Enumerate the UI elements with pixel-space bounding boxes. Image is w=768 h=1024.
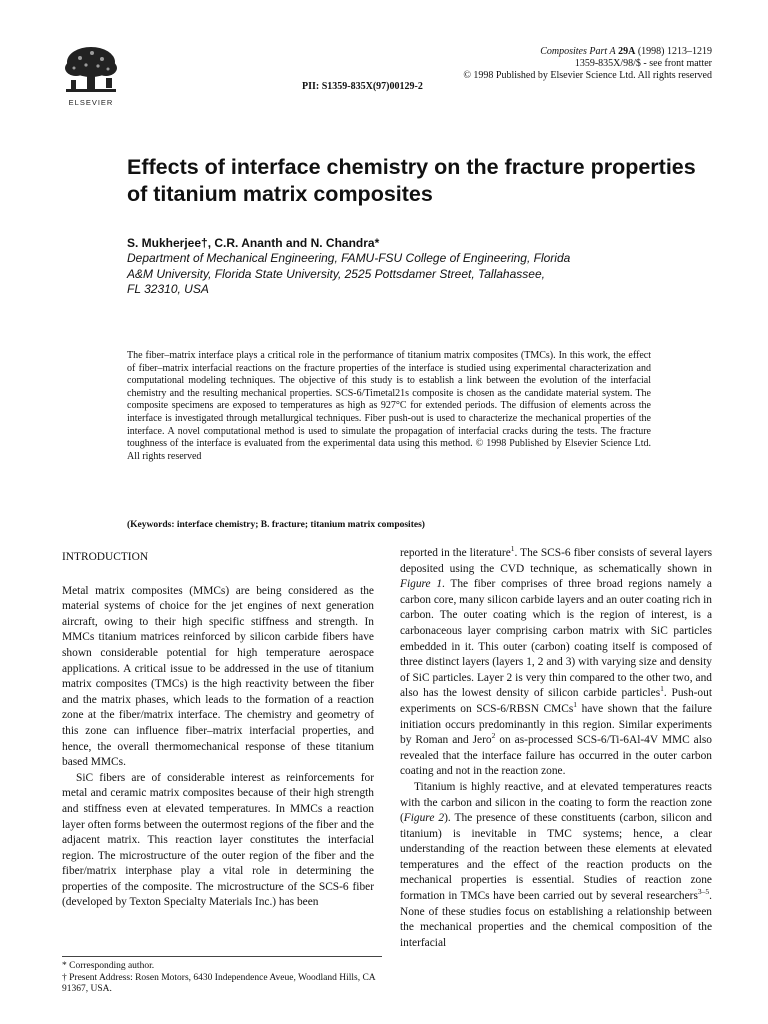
text-run: Titanium is highly reactive, and at elevated temperatures reacts with the carbon and silicon in the coating to form the reaction zone ( xyxy=(400,780,712,825)
citation-ref[interactable]: 3–5 xyxy=(697,887,710,897)
paper-title: Effects of interface chemistry on the fracture properties of titanium matrix composites xyxy=(127,155,696,206)
journal-issn: 1359-835X/98/$ - see front matter xyxy=(574,58,712,69)
text-run: . None of these studies focus on establishing a relationship between the mechanical properties and the chemical composition of the interfacial xyxy=(400,890,712,949)
paper-authors: S. Mukherjee†, C.R. Ananth and N. Chandra* xyxy=(127,236,380,250)
text-run: . The fiber comprises of three broad regions namely a carbon core, many silicon carbide layers and an outer coating rich in carbon. The outer coating which is the region of interest, is a carbonaceous layer comprising carbon matrix with SiC particles embedded in it. This outer (carbon) coating itself is composed of three distinct layers (layers 1, 2 and 3) with varying size and density of SiC particles. Layer 2 is very thin compared to the other two, and also has the lowest density of silicon carbide particles xyxy=(400,578,712,700)
journal-volume: 29A xyxy=(618,46,636,57)
body-paragraph: Metal matrix composites (MMCs) are being considered as the material systems of choice for the jet engines of next generation aircraft, owing to their high specific stiffness and strength. In MMCs titanium matrices reinforced by silicon carbide fibers have shown considerable potential for high temperature aerospace applications. A critical issue to be addressed in the use of titanium matrix composites (TMCs) is the high reactivity between the fiber and the matrix phases, which leads to the formation of a reaction zone at the fiber/matrix interface. The chemistry and geometry of this zone can influence fiber–matrix interfacial properties, and hence, the overall thermomechanical response of these titanium based MMCs. xyxy=(62,584,374,769)
footnotes xyxy=(62,956,382,996)
affiliation-line: FL 32310, USA xyxy=(127,282,209,296)
journal-details: (1998) 1213–1219 xyxy=(637,46,712,57)
section-heading: INTRODUCTION xyxy=(62,551,149,563)
citation-ref[interactable]: 1 xyxy=(573,700,578,710)
elsevier-logo xyxy=(62,44,120,106)
affiliation-line: Department of Mechanical Engineering, FAMU-FSU College of Engineering, Florida xyxy=(127,251,571,265)
body-column-left xyxy=(62,546,374,911)
author-affiliation xyxy=(127,251,647,298)
journal-info xyxy=(463,46,712,82)
journal-citation xyxy=(463,46,712,58)
figure-ref[interactable]: Figure 1 xyxy=(400,578,443,591)
abstract: The fiber–matrix interface plays a critical role in the performance of titanium matrix composites (TMCs). In this work, the effect of fiber–matrix interfacial reactions on the fracture properties of the interface is studied using experimental characterization and computational modeling techniques. The objective of this study is to establish a link between the evolution of the interfacial chemistry and the resulting mechanical properties. SCS-6/Timetal21s composite is chosen as the candidate material system. The composite specimens are exposed to temperatures as high as 927°C for extended periods. The diffusion of elements across the interface is investigated through metallurgical techniques. Fiber push-out is used to characterize the mechanical properties of the interface. A novel computational method is used to simulate the propagation of interfacial cracks during the tests. The fracture toughness of the interface is evaluated from the experimental data using this method. © 1998 Published by Elsevier Science Ltd. All rights reserved xyxy=(127,350,651,462)
text-run: reported in the literature xyxy=(400,547,511,559)
affiliation-line: A&M University, Florida State University, 2525 Pottsdamer Street, Tallahassee, xyxy=(127,266,545,281)
body-paragraph: SiC fibers are of considerable interest as reinforcements for metal and ceramic matrix composites because of their high strength and stiffness even at elevated temperatures. In MMCs a reaction layer often forms between the outermost regions of the fiber and the adjacent matrix. This reaction layer constitutes the interfacial region. The microstructure of the outer region of the fiber and the fiber/matrix interphase play a vital role in determining the properties of the composite. The microstructure of the SCS-6 fiber (developed by Texton Specialty Materials Inc.) has been xyxy=(62,771,374,909)
footnote-present-address: † Present Address: Rosen Motors, 6430 Independence Aveue, Woodland Hills, CA 91367, USA. xyxy=(62,972,376,994)
footnote-corresponding: * Corresponding author. xyxy=(62,961,155,971)
keywords: (Keywords: interface chemistry; B. fracture; titanium matrix composites) xyxy=(127,520,425,530)
body-column-right xyxy=(400,546,712,951)
pii-code: PII: S1359-835X(97)00129-2 xyxy=(302,81,423,92)
text-run: have shown that the failure initiation occurs predominantly in this region. Similar experiments by Roman and Jero xyxy=(400,702,712,747)
figure-ref[interactable]: Figure 2 xyxy=(403,812,445,825)
text-run: . The SCS-6 fiber consists of several layers deposited using the CVD technique, as schematically shown in xyxy=(400,547,713,575)
text-run: on as-processed SCS-6/Ti-6Al-4V MMC also revealed that the interface failure has occurred in the outer carbon coating and not in the reaction zone. xyxy=(400,734,712,778)
body-paragraph xyxy=(400,780,712,952)
elsevier-wordmark: ELSEVIER xyxy=(68,98,114,107)
citation-ref[interactable]: 2 xyxy=(491,731,496,741)
text-run: . Push-out experiments on SCS-6/RBSN CMCs xyxy=(400,687,712,715)
citation-ref[interactable]: 1 xyxy=(510,544,515,554)
text-run: ). The presence of these constituents (carbon, silicon and titanium) is inevitable in TMC systems; hence, a clear understanding of the reaction between these elements at elevated temperatures and the effect of the reaction products on the mechanical properties is essential. Studies of reaction zone formation in TMCs have been carried out by several researchers xyxy=(400,812,712,903)
journal-name: Composites Part A xyxy=(540,46,616,57)
body-paragraph xyxy=(400,546,712,780)
elsevier-tree-icon xyxy=(62,44,120,96)
journal-copyright: © 1998 Published by Elsevier Science Ltd. All rights reserved xyxy=(463,70,712,81)
citation-ref[interactable]: 1 xyxy=(660,684,664,694)
